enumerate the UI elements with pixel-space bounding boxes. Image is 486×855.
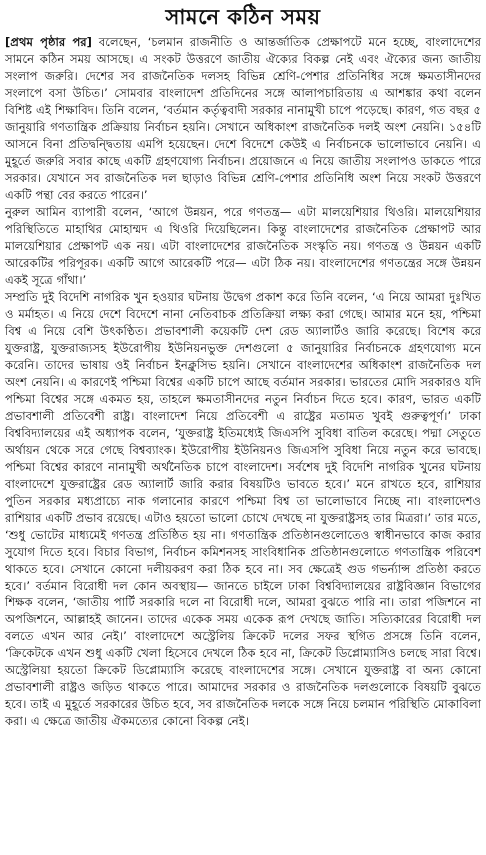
continuation-label: [প্রথম পৃষ্ঠার পর] xyxy=(5,35,92,49)
article-paragraph: সম্প্রতি দুই বিদেশি নাগরিক খুন হওয়ার ঘটনায় উদ্বেগ প্রকাশ করে তিনি বলেন, ‘এ নিয়ে আমরা দুঃখিত ও মর্মাহত। এ নিয়ে দেশে বিদেশে নানা নেতিবাচক প্রতিক্রিয়া লক্ষ্য করা গেছে। আমার মনে হয়, পশ্চিমা বিশ্ব এ নিয়ে বেশি উৎকণ্ঠিত। প্রভাবশালী কয়েকটি দেশ রেড অ্যালার্টও জারি করেছে। বিশেষ করে যুক্তরাষ্ট্র, যুক্তরাজ্যসহ ইউরোপীয় ইউনিয়নভুক্ত দেশগুলো ৫ জানুয়ারির নির্বাচনকে গ্রহণযোগ্য মনে করেনি। তাদের ভাষায় ওই নির্বাচন ইনক্লুসিভ হয়নি। সেখানে বাংলাদেশের অধিকাংশ রাজনৈতিক দল অংশ নেয়নি। এ কারণেই পশ্চিমা বিশ্বের একটি চাপে আছে বর্তমান সরকার। ভারতের মোদি সরকারও যদি পশ্চিমা বিশ্বের সঙ্গে একমত হয়, তাহলে ক্ষমতাসীনদের নতুন নির্বাচন দিতে হবে। কারণ, ভারত একটি প্রভাবশালী প্রতিবেশী রাষ্ট্র। বাংলাদেশ নিয়ে প্রতিবেশী এ রাষ্ট্রের মতামত খুবই গুরুত্বপূর্ণ।’ ঢাকা বিশ্ববিদ্যালয়ের এই অধ্যাপক বলেন, ‘যুক্তরাষ্ট্র ইতিমধ্যেই জিএসপি সুবিধা বাতিল করেছে। পদ্মা সেতুতে অর্থায়ন থেকে সরে গেছে বিশ্বব্যাংক। ইউরোপীয় ইউনিয়নও জিএসপি সুবিধা নিয়ে নতুন করে ভাবছে। পশ্চিমা বিশ্বের কারণে নানামুখী অর্থনৈতিক চাপে বাংলাদেশ। সর্বশেষ দুই বিদেশি নাগরিক খুনের ঘটনায় বাংলাদেশে যুক্তরাষ্ট্রের রেড অ্যালার্ট জারি করার বিষয়টিও ভাবতে হবে।’ মনে রাখতে হবে, রাশিয়ার পুতিন সরকার মধ্যপ্রাচ্যে নাক গলানোর কারণে পশ্চিমা বিশ্ব তা ভালোভাবে নিচ্ছে না। বাংলাদেশও রাশিয়ার একটি প্রভাব রয়েছে। এটাও হয়তো ভালো চোখে দেখছে না যুক্তরাষ্ট্রসহ তার মিত্ররা।’ তার মতে, ‘শুধু ভোটের মাধ্যমেই গণতন্ত্র প্রতিষ্ঠিত হয় না। গণতান্ত্রিক প্রতিষ্ঠানগুলোতেও স্বাধীনভাবে কাজ করার সুযোগ দিতে হবে। বিচার বিভাগ, নির্বাচন কমিশনসহ সাংবিধানিক প্রতিষ্ঠানগুলোতে গণতান্ত্রিক পরিবেশ থাকতে হবে। সেখানে কোনো দলীয়করণ করা ঠিক হবে না। সব ক্ষেত্রেই গুড গভর্ন্যান্স প্রতিষ্ঠা করতে হবে।’ বর্তমান বিরোধী দল কোন অবস্থায়— জানতে চাইলে ঢাকা বিশ্ববিদ্যালয়ের রাষ্ট্রবিজ্ঞান বিভাগের শিক্ষক বলেন, ‘জাতীয় পার্টি সরকারি দলে না বিরোধী দলে, আমরা বুঝতে পারি না। তারা পজিশনে না অপজিশনে, আল্লাহই জানেন। তাদের একেক সময় একেক রূপ দেখছে জাতি। সত্যিকারের বিরোধী দল বলতে এখন আর নেই।’ বাংলাদেশে অস্ট্রেলিয় ক্রিকেট দলের সফর স্থগিত প্রসঙ্গে তিনি বলেন, ‘ক্রিকেটকে এখন শুধু একটি খেলা হিসেবে দেখলে ঠিক হবে না, ক্রিকেট ডিপ্লোম্যাসিও চলছে সারা বিশ্বে। অস্ট্রেলিয়া হয়তো ক্রিকেট ডিপ্লোম্যাসি করেছে বাংলাদেশের সঙ্গে। সেখানে যুক্তরাষ্ট্র বা অন্য কোনো প্রভাবশালী রাষ্ট্রও জড়িত থাকতে পারে। আমাদের সরকার ও রাজনৈতিক দলগুলোকে বিষয়টি বুঝতে হবে। তাই এ মুহূর্তে সরকারের উচিত হবে, সব রাজনৈতিক দলকে সঙ্গে নিয়ে চলমান পরিস্থিতি মোকাবিলা করা। এ ক্ষেত্রে জাতীয় ঐকমত্যের কোনো বিকল্প নেই। xyxy=(5,289,481,729)
article-paragraph xyxy=(5,34,481,204)
article-headline: সামনে কঠিন সময় xyxy=(165,5,321,29)
article-body xyxy=(5,34,481,730)
article-paragraph: নুরুল আমিন ব্যাপারী বলেন, ‘আগে উন্নয়ন, পরে গণতন্ত্র— এটা মালয়েশিয়ার থিওরি। মালয়েশিয়ার পরিস্থিতিতে মাহাথির মোহাম্মদ এ থিওরি দিয়েছিলেন। কিন্তু বাংলাদেশের রাজনৈতিক প্রেক্ষাপট আর মালয়েশিয়ার প্রেক্ষাপট এক নয়। এটা বাংলাদেশের রাজনৈতিক সংস্কৃতি নয়। গণতন্ত্র ও উন্নয়ন একটি আরেকটির পরিপূরক। একটি আগে আরেকটি পরে— এটা ঠিক নয়। বাংলাদেশের গণতন্ত্রের সঙ্গে উন্নয়ন একই সূত্রে গাঁথা।’ xyxy=(5,204,481,287)
paragraph-text: বলেছেন, ‘চলমান রাজনীতি ও আন্তর্জাতিক প্রেক্ষাপটে মনে হচ্ছে, বাংলাদেশের সামনে কঠিন সময় আসছে। এ সংকট উত্তরণে জাতীয় ঐক্যের বিকল্প নেই এবং ঐক্যের জন্য জাতীয় সংলাপ জরুরি। দেশের সব রাজনৈতিক দলসহ বিভিন্ন শ্রেণি-পেশার প্রতিনিধির সঙ্গে ক্ষমতাসীনদের সংলাপে বসা উচিত।’ সোমবার বাংলাদেশ প্রতিদিনের সঙ্গে আলাপচারিতায় এ আশঙ্কার কথা বলেন বিশিষ্ট এই শিক্ষাবিদ। তিনি বলেন, ‘বর্তমান কর্তৃত্ববাদী সরকার নানামুখী চাপে পড়েছে। কারণ, গত বছর ৫ জানুয়ারি গণতান্ত্রিক প্রক্রিয়ায় নির্বাচন হয়নি। সেখানে অধিকাংশ রাজনৈতিক দলই অংশ নেয়নি। ১৫৪টি আসনে বিনা প্রতিদ্বন্দ্বিতায় এমপি হয়েছেন। দেশে বিদেশে কেউই এ নির্বাচনকে ভালোভাবে নেয়নি। এ মুহূর্তে জরুরি সবার কাছে একটি গ্রহণযোগ্য নির্বাচন। প্রয়োজনে এ নিয়ে জাতীয় সংলাপও ডাকতে পারে সরকার। যেখানে সব রাজনৈতিক দল ছাড়াও বিভিন্ন শ্রেণি-পেশার প্রতিনিধি অংশ নিয়ে সংকট উত্তরণে একটি পন্থা বের করতে পারেন।’ xyxy=(5,35,481,202)
